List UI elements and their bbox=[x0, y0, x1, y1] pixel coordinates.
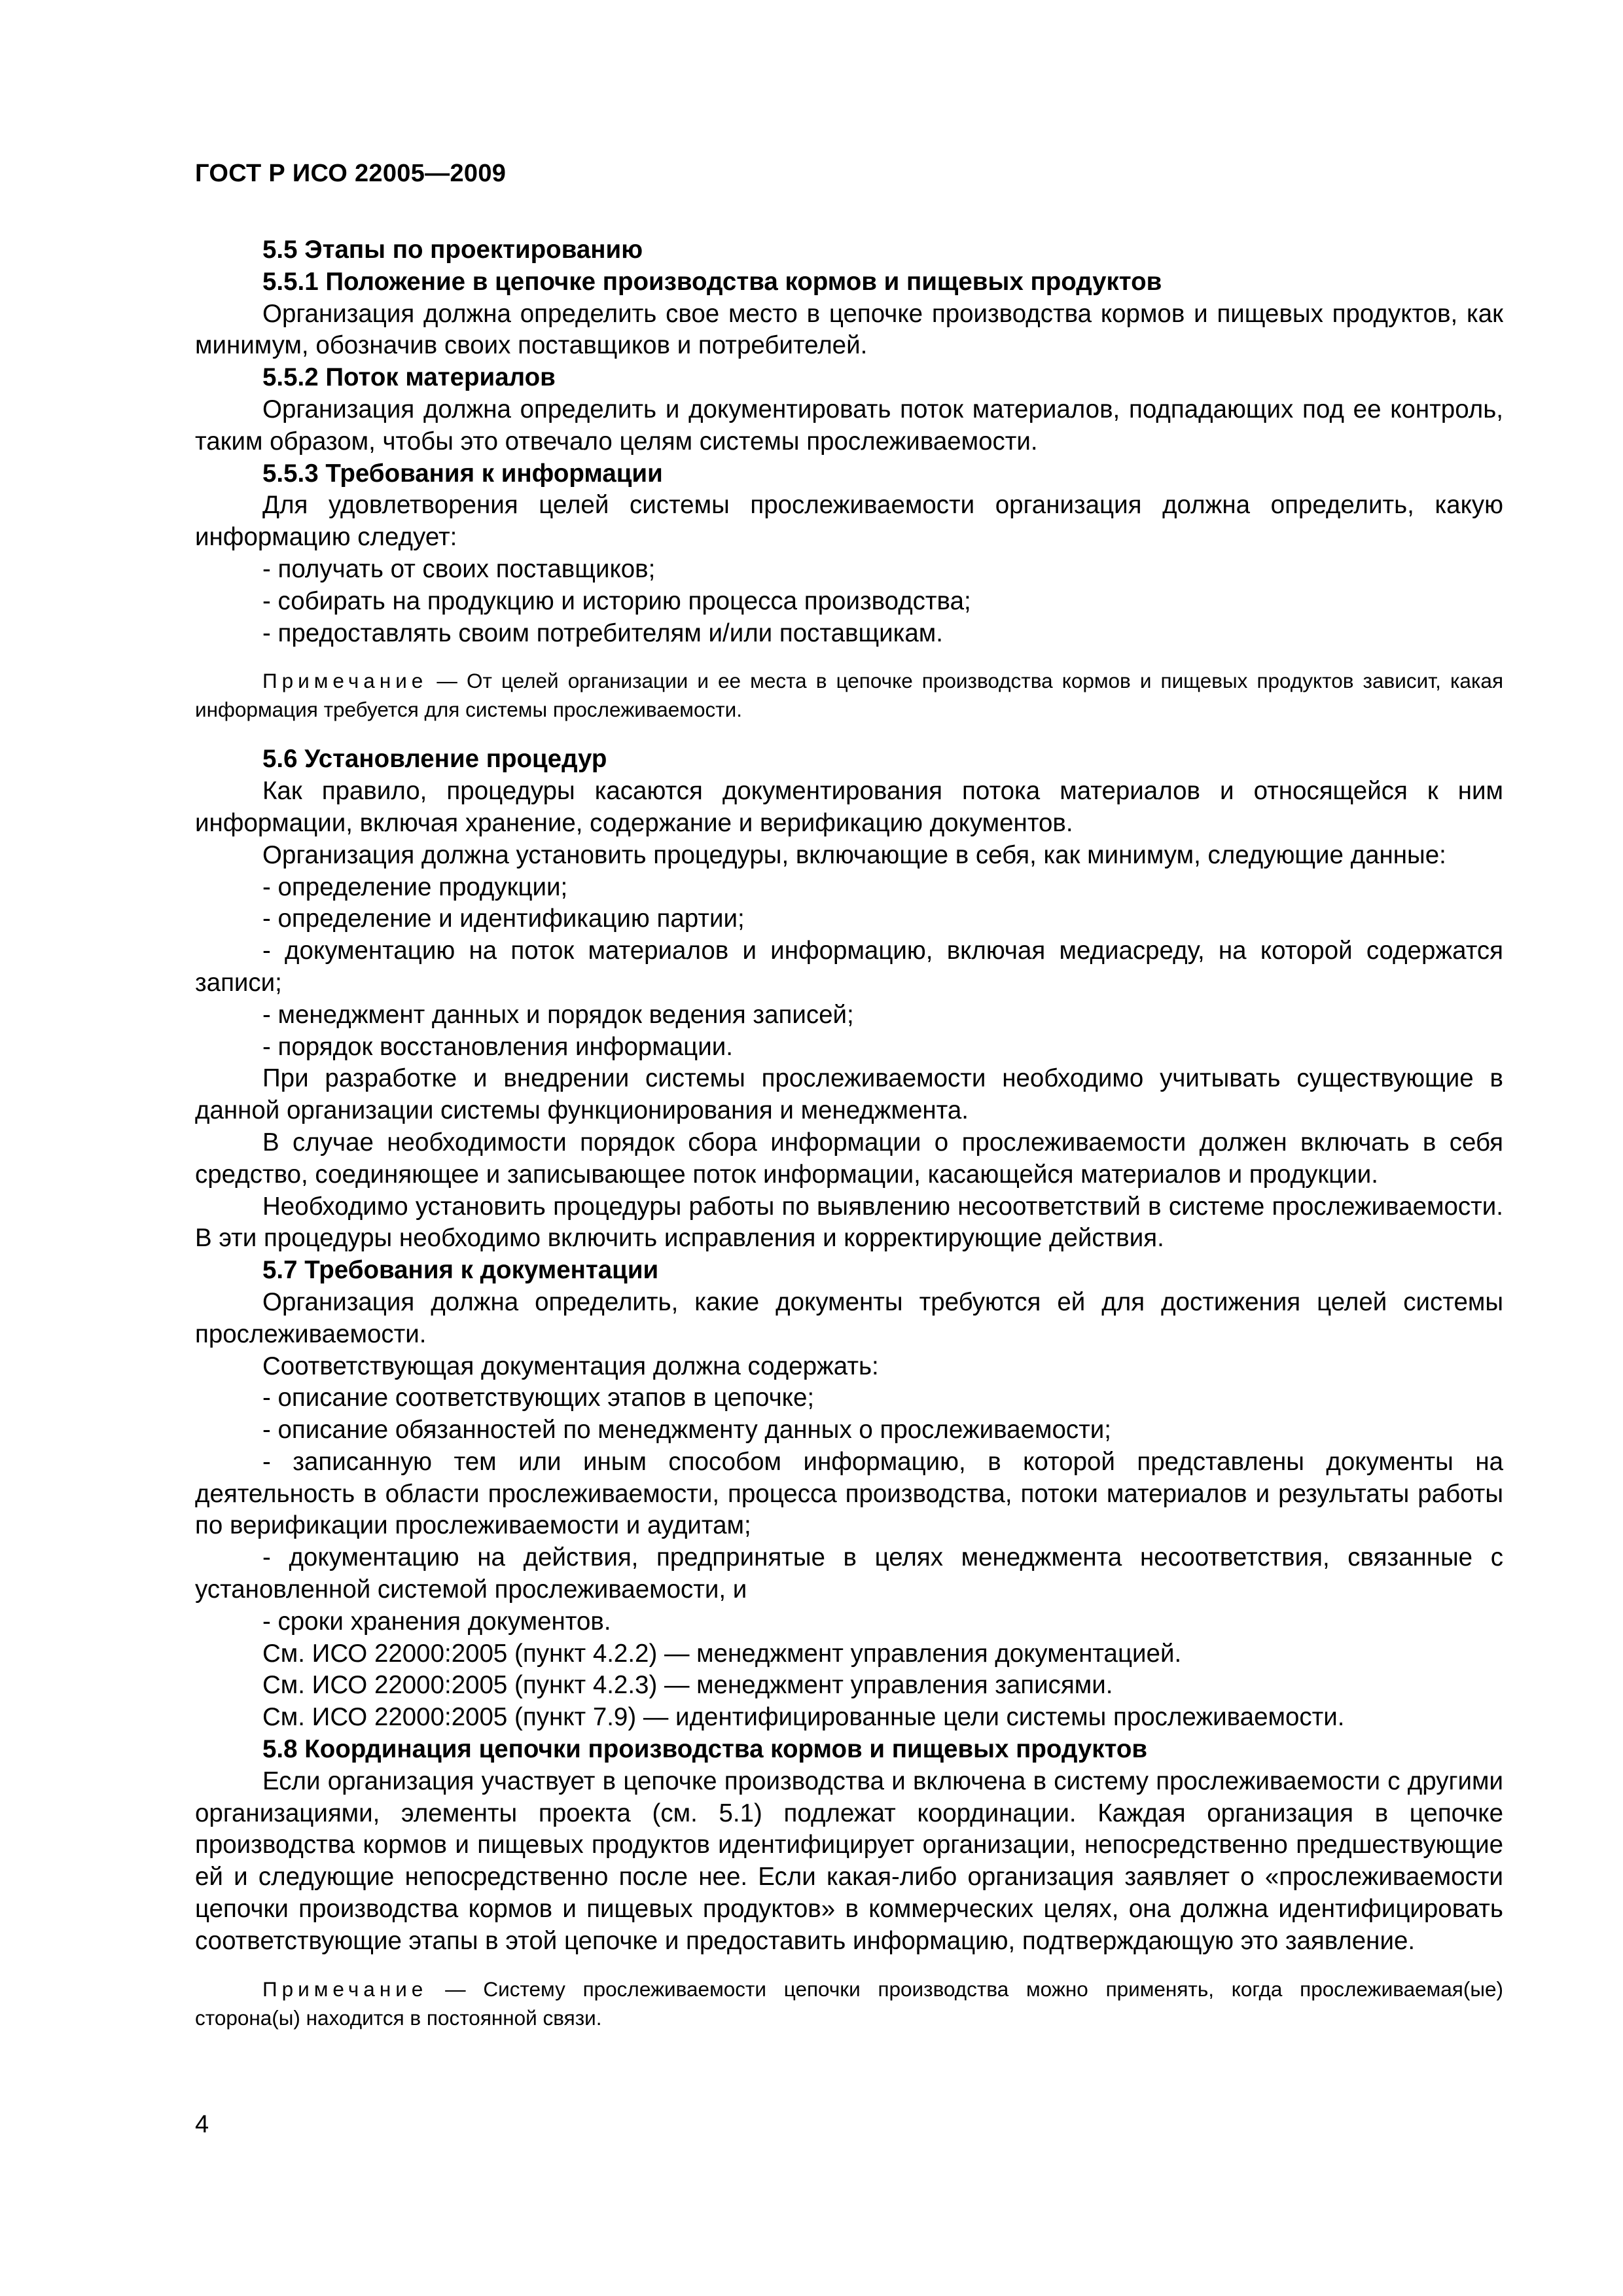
list-item: - определение продукции; bbox=[262, 872, 568, 901]
list-item: - документацию на поток материалов и информацию, включая медиасреду, на которой содержатся записи; bbox=[195, 937, 1503, 997]
paragraph: Организация должна определить свое место в цепочке производства кормов и пищевых продуктов, как минимум, обозначив своих поставщиков и потребителей. bbox=[195, 299, 1503, 360]
list-item: - предоставлять своим потребителям и/или поставщикам. bbox=[262, 619, 943, 647]
document-header: ГОСТ Р ИСО 22005—2009 bbox=[195, 160, 507, 187]
reference-line: См. ИСО 22000:2005 (пункт 4.2.3) — менеджмент управления записями. bbox=[262, 1671, 1113, 1700]
list-item: - порядок восстановления информации. bbox=[262, 1032, 733, 1061]
paragraph: Организация должна определить и документировать поток материалов, подпадающих под ее контроль, таким образом, чтобы это отвечало целям системы прослеживаемости. bbox=[195, 395, 1503, 456]
list-item: - описание обязанностей по менеджменту данных о прослеживаемости; bbox=[262, 1416, 1111, 1444]
note-text: — Систему прослеживаемости цепочки производства можно применять, когда прослеживаемая(ые) сторона(ы) находится в постоянной связи. bbox=[195, 1977, 1503, 2030]
paragraph: Для удовлетворения целей системы прослеживаемости организация должна определить, какую информацию следует: bbox=[195, 491, 1503, 552]
subsection-heading-5-5-1: 5.5.1 Положение в цепочке производства кормов и пищевых продуктов bbox=[262, 267, 1162, 296]
list-item: - записанную тем или иным способом информацию, в которой представлены документы на деятельность в области прослеживаемости, процесса производства, потоки материалов и результаты работы по верификации прослеживаемости и аудитам; bbox=[195, 1447, 1503, 1540]
note-5-5 bbox=[195, 666, 1503, 724]
subsection-heading-5-5-2: 5.5.2 Поток материалов bbox=[262, 363, 556, 392]
paragraph: Организация должна определить, какие документы требуются ей для достижения целей системы прослеживаемости. bbox=[195, 1287, 1503, 1348]
paragraph: Если организация участвует в цепочке производства и включена в систему прослеживаемости с другими организациями, элементы проекта (см. 5.1) подлежат координации. Каждая организация в цепочке производства кормов и пищевых продуктов идентифицирует организации, непосредственно предшествующие ей и следующие непосредственно после нее. Если какая-либо организация заявляет о «прослеживаемости цепочки производства кормов и пищевых продуктов» в коммерческих целях, она должна идентифицировать соответствующие этапы в этой цепочке и предоставить информацию, подтверждающую это заявление. bbox=[195, 1767, 1503, 1955]
note-label: Примечание bbox=[262, 669, 428, 693]
reference-line: См. ИСО 22000:2005 (пункт 4.2.2) — менеджмент управления документацией. bbox=[262, 1639, 1182, 1668]
reference-line: См. ИСО 22000:2005 (пункт 7.9) — идентифицированные цели системы прослеживаемости. bbox=[262, 1703, 1345, 1732]
section-heading-5-5: 5.5 Этапы по проектированию bbox=[262, 236, 643, 264]
paragraph: При разработке и внедрении системы прослеживаемости необходимо учитывать существующие в данной организации системы функционирования и менеджмента. bbox=[195, 1064, 1503, 1125]
paragraph: Необходимо установить процедуры работы по выявлению несоответствий в системе прослеживаемости. В эти процедуры необходимо включить исправления и корректирующие действия. bbox=[195, 1192, 1503, 1253]
list-item: - документацию на действия, предпринятые в целях менеджмента несоответствия, связанные с установленной системой прослеживаемости, и bbox=[195, 1543, 1503, 1604]
paragraph: В случае необходимости порядок сбора информации о прослеживаемости должен включать в себя средство, соединяющее и записывающее поток информации, касающейся материалов и продукции. bbox=[195, 1128, 1503, 1189]
paragraph: Организация должна установить процедуры, включающие в себя, как минимум, следующие данные: bbox=[262, 840, 1446, 869]
list-item: - менеджмент данных и порядок ведения записей; bbox=[262, 1000, 854, 1029]
list-item: - собирать на продукцию и историю процесса производства; bbox=[262, 586, 971, 615]
document-body bbox=[195, 234, 1503, 2052]
subsection-heading-5-5-3: 5.5.3 Требования к информации bbox=[262, 459, 663, 488]
note-5-8 bbox=[195, 1975, 1503, 2032]
page-number: 4 bbox=[195, 2111, 209, 2138]
paragraph: Как правило, процедуры касаются документирования потока материалов и относящейся к ним информации, включая хранение, содержание и верификацию документов. bbox=[195, 777, 1503, 837]
note-label: Примечание bbox=[262, 1977, 428, 2001]
list-item: - получать от своих поставщиков; bbox=[262, 554, 656, 583]
section-heading-5-7: 5.7 Требования к документации bbox=[262, 1256, 659, 1285]
section-heading-5-6: 5.6 Установление процедур bbox=[262, 745, 607, 774]
list-item: - описание соответствующих этапов в цепочке; bbox=[262, 1384, 815, 1412]
note-text: — От целей организации и ее места в цепочке производства кормов и пищевых продуктов зависит, какая информация требуется для системы прослеживаемости. bbox=[195, 669, 1503, 722]
section-heading-5-8: 5.8 Координация цепочки производства кормов и пищевых продуктов bbox=[262, 1735, 1148, 1764]
list-item: - сроки хранения документов. bbox=[262, 1607, 611, 1636]
paragraph: Соответствующая документация должна содержать: bbox=[262, 1352, 879, 1380]
list-item: - определение и идентификацию партии; bbox=[262, 905, 745, 933]
